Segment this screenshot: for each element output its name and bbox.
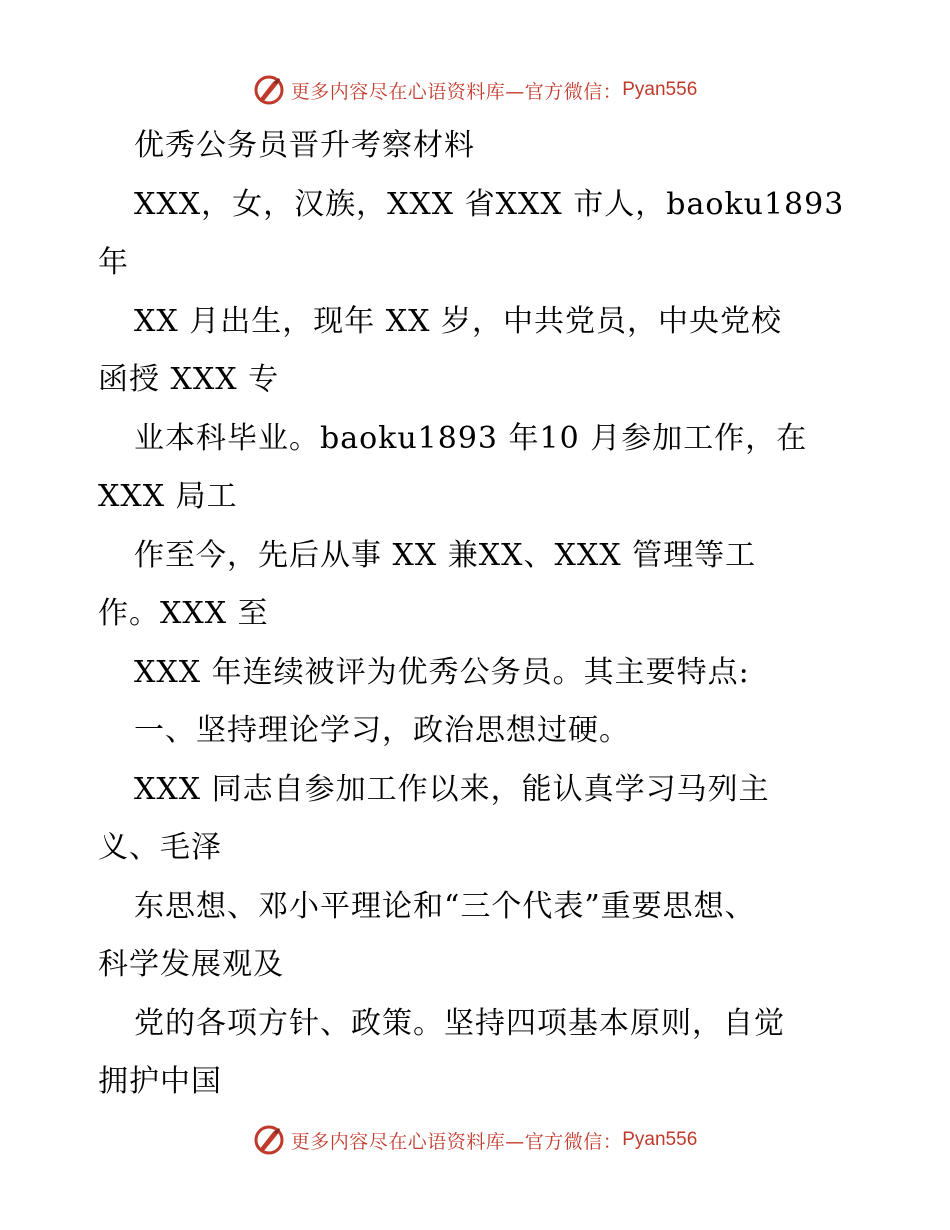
text-line: 科学发展观及 <box>98 947 284 982</box>
text-line: XXX 局工 <box>98 479 238 514</box>
text-line: 东思想、邓小平理论和“三个代表”重要思想、 <box>134 889 756 924</box>
watermark-text: 更多内容尽在心语资料库—官方微信： <box>290 80 623 103</box>
text-line: XXX 年连续被评为优秀公务员。其主要特点: <box>134 655 750 690</box>
text-line: XXX 同志自参加工作以来，能认真学习马列主 <box>134 772 770 807</box>
watermark-text: 更多内容尽在心语资料库—官方微信： <box>290 1130 623 1153</box>
watermark-wechat-id: Pyan556 <box>622 1129 698 1150</box>
text-line: 拥护中国 <box>98 1064 222 1099</box>
pen-circle-logo-icon <box>253 1124 285 1156</box>
watermark-wechat-id: Pyan556 <box>622 79 698 100</box>
document-title: 优秀公务员晋升考察材料 <box>134 128 475 163</box>
text-line: 函授 XXX 专 <box>98 362 280 397</box>
text-line: XX 月出生，现年 XX 岁，中共党员，中央党校 <box>134 304 783 339</box>
footer-watermark-banner <box>0 1120 950 1160</box>
text-line: XXX，女，汉族，XXX 省XXX 市人，baoku1893 <box>134 187 845 222</box>
text-line: 党的各项方针、政策。坚持四项基本原则，自觉 <box>134 1006 785 1041</box>
text-line: 年 <box>98 245 129 280</box>
text-line: 作。XXX 至 <box>98 596 269 631</box>
text-line: 作至今，先后从事 XX 兼XX、XXX 管理等工 <box>134 538 757 573</box>
text-line: 业本科毕业。baoku1893 年10 月参加工作，在 <box>134 421 808 456</box>
text-line: 义、毛泽 <box>98 830 222 865</box>
section-heading: 一、坚持理论学习，政治思想过硬。 <box>134 713 630 748</box>
